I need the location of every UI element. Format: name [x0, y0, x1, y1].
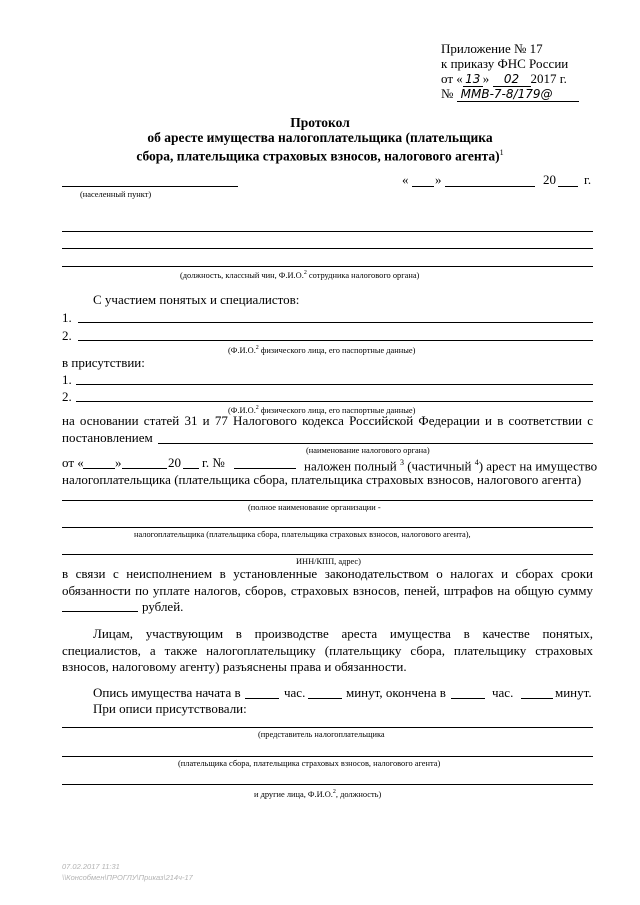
witness-2-number: 2.	[62, 328, 72, 343]
representative-line[interactable]	[62, 727, 593, 728]
date-year-suffix: г.	[584, 172, 592, 187]
rights-line-2: специалистов, а также налогоплательщику (плательщику сбора, плательщику страховых	[62, 643, 593, 658]
basis-line-1: на основании статей 31 и 77 Налогового кодекса Российской Федерации и в соответствии с	[62, 413, 593, 428]
date-open-quote: «	[402, 172, 409, 187]
place-line[interactable]	[62, 186, 238, 187]
appendix-date: от « 13 » 02 2017 г.	[441, 71, 567, 86]
inventory-hours-label: час.	[284, 685, 306, 700]
date-day-line[interactable]	[412, 186, 434, 187]
inn-address-line[interactable]	[62, 554, 593, 555]
reason-rubles: рублей.	[142, 599, 184, 614]
date-year-line[interactable]	[558, 186, 578, 187]
payer-type-line[interactable]	[62, 756, 593, 757]
rights-line-3: взносов, налоговому агенту) разъяснены права и обязанности.	[62, 659, 407, 674]
official-line-2[interactable]	[62, 248, 593, 249]
witness-1-number: 1.	[62, 310, 72, 325]
basis-resolution-label: постановлением	[62, 430, 153, 445]
witness-1-line[interactable]	[78, 322, 593, 323]
inn-address-caption: ИНН/КПП, адрес)	[296, 557, 361, 566]
appendix-number: Приложение № 17	[441, 41, 543, 56]
presence-1-number: 1.	[62, 372, 72, 387]
inventory-start-label: Опись имущества начата в	[93, 685, 241, 700]
date-close-quote: »	[435, 172, 442, 187]
sum-line[interactable]	[62, 611, 138, 612]
place-caption: (населенный пункт)	[80, 190, 152, 199]
resolution-authority-line[interactable]	[158, 443, 593, 444]
payer-type-caption: (плательщика сбора, плательщика страховых взносов, налогового агента)	[178, 759, 441, 768]
resolution-month-line[interactable]	[122, 468, 167, 469]
start-hour-line[interactable]	[245, 698, 279, 699]
taxpayer-line[interactable]	[62, 527, 593, 528]
witnesses-caption: (Ф.И.О.$^2$ физического лица, его паспортные данные)	[228, 345, 416, 355]
appendix-order: к приказу ФНС России	[441, 56, 569, 71]
resolution-number-line[interactable]	[234, 468, 296, 469]
date-month-line[interactable]	[445, 186, 535, 187]
end-hour-line[interactable]	[451, 698, 485, 699]
official-line-1[interactable]	[62, 231, 593, 232]
organization-caption: (полное наименование организации -	[248, 503, 381, 512]
presence-intro: в присутствии:	[62, 355, 145, 370]
presence-caption: (Ф.И.О.$^2$ физического лица, его паспортные данные)	[228, 405, 416, 415]
presence-1-line[interactable]	[76, 384, 593, 385]
other-persons-line[interactable]	[62, 784, 593, 785]
taxpayer-caption: налогоплательщика (плательщика сбора, плательщика страховых взносов, налогового агента),	[134, 530, 471, 539]
resolution-year-line[interactable]	[183, 468, 199, 469]
reason-line-1: в связи с неисполнением в установленные законодательством о налогах и сборах сроки	[62, 566, 593, 581]
protocol-subtitle-2: сбора, плательщика страховых взносов, налогового агента)$^1$	[136, 148, 504, 164]
inventory-minutes2-label: минут.	[555, 685, 592, 700]
other-persons-caption: и другие лица, Ф.И.О.$^2$, должность)	[254, 789, 382, 799]
witnesses-intro: С участием понятых и специалистов:	[93, 292, 300, 307]
official-caption: (должность, классный чин, Ф.И.О.$^2$ сотрудника налогового органа)	[180, 270, 420, 280]
presence-2-line[interactable]	[76, 401, 593, 402]
organization-line[interactable]	[62, 500, 593, 501]
resolution-day-line[interactable]	[83, 468, 115, 469]
basis-line-4: налогоплательщика (плательщика сбора, плательщика страховых взносов, налогового агента)	[62, 472, 582, 487]
start-minute-line[interactable]	[308, 698, 342, 699]
resolution-authority-caption: (наименование налогового органа)	[306, 446, 430, 455]
official-line-3[interactable]	[62, 266, 593, 267]
presence-2-number: 2.	[62, 389, 72, 404]
witness-2-line[interactable]	[78, 340, 593, 341]
inventory-hours2-label: час.	[492, 685, 514, 700]
protocol-title: Протокол	[290, 115, 350, 130]
resolution-year-prefix: 20	[168, 455, 181, 470]
arrest-type-text: наложен полный $^3$ (частичный $^4$) арест на имущество	[304, 458, 598, 474]
file-path-stamp: \\Консобмен\ПРОГЛУ\Приказ\214ч-17	[62, 873, 193, 882]
appendix-order-number: № ММВ-7-8/179@	[441, 86, 579, 102]
inventory-end-label: минут, окончена в	[346, 685, 446, 700]
reason-line-2: обязанности по уплате налогов, сборов, страховых взносов, пеней, штрафов на общую сумму	[62, 583, 593, 598]
resolution-date-close: »	[115, 455, 122, 470]
resolution-date-open: от «	[62, 455, 84, 470]
end-minute-line[interactable]	[521, 698, 553, 699]
resolution-number-label: г. №	[202, 455, 225, 470]
inventory-present-label: При описи присутствовали:	[93, 701, 247, 716]
print-timestamp: 07.02.2017 11:31	[62, 862, 120, 871]
date-year-prefix: 20	[543, 172, 556, 187]
rights-line-1: Лицам, участвующим в производстве ареста имущества в качестве понятых,	[93, 626, 593, 641]
protocol-subtitle-1: об аресте имущества налогоплательщика (плательщика	[147, 130, 493, 145]
representative-caption: (представитель налогоплательщика	[258, 730, 385, 739]
